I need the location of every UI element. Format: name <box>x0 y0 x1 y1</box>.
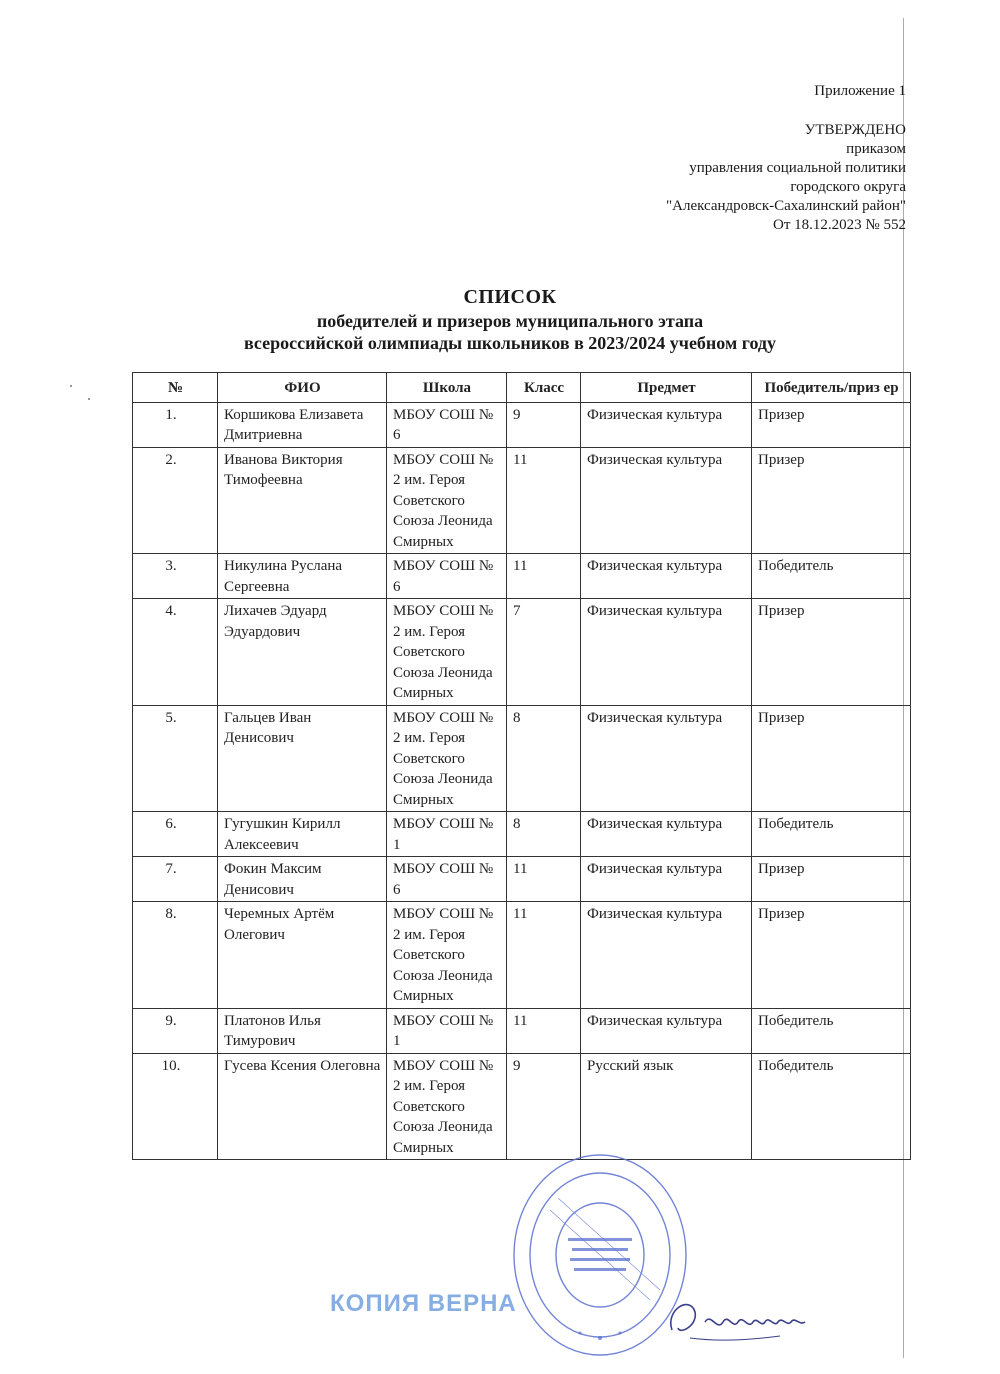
col-header-subject: Предмет <box>581 373 752 403</box>
col-header-result: Победитель/приз ер <box>752 373 911 403</box>
appendix-label: Приложение 1 <box>814 83 906 99</box>
cell-name: Гальцев Иван Денисович <box>218 705 387 812</box>
scan-speck <box>70 385 72 387</box>
cell-grade: 8 <box>507 705 581 812</box>
cell-name: Гусева Ксения Олеговна <box>218 1053 387 1160</box>
col-header-name: ФИО <box>218 373 387 403</box>
approved-label: УТВЕРЖДЕНО <box>804 122 906 138</box>
table-row <box>133 447 911 554</box>
cell-result: Победитель <box>752 554 911 599</box>
cell-number: 5. <box>133 705 218 812</box>
cell-number: 7. <box>133 857 218 902</box>
order-line: От 18.12.2023 № 552 <box>773 217 906 233</box>
title-main: СПИСОК <box>463 286 557 308</box>
cell-result: Победитель <box>752 1008 911 1053</box>
cell-name: Платонов Илья Тимурович <box>218 1008 387 1053</box>
table-header-row <box>133 373 911 403</box>
winners-table <box>132 372 911 1160</box>
cell-number: 4. <box>133 599 218 706</box>
col-header-number: № <box>133 373 218 403</box>
cell-number: 9. <box>133 1008 218 1053</box>
cell-school: МБОУ СОШ № 1 <box>387 812 507 857</box>
cell-school: МБОУ СОШ № 2 им. Героя Советского Союза Леонида Смирных <box>387 705 507 812</box>
cell-grade: 7 <box>507 599 581 706</box>
col-header-school: Школа <box>387 373 507 403</box>
order-line: "Александровск-Сахалинский район" <box>666 198 906 214</box>
cell-subject: Физическая культура <box>581 902 752 1009</box>
cell-grade: 9 <box>507 402 581 447</box>
order-line: управления социальной политики <box>689 160 906 176</box>
cell-name: Иванова Виктория Тимофеевна <box>218 447 387 554</box>
title-line: победителей и призеров муниципального этапа <box>316 311 704 331</box>
cell-result: Призер <box>752 447 911 554</box>
cell-result: Призер <box>752 902 911 1009</box>
approval-header <box>666 82 906 235</box>
cell-subject: Физическая культура <box>581 857 752 902</box>
table-row <box>133 902 911 1009</box>
handwritten-signature <box>660 1290 850 1350</box>
cell-school: МБОУ СОШ № 6 <box>387 554 507 599</box>
cell-school: МБОУ СОШ № 2 им. Героя Советского Союза Леонида Смирных <box>387 1053 507 1160</box>
cell-name: Гугушкин Кирилл Алексеевич <box>218 812 387 857</box>
cell-grade: 8 <box>507 812 581 857</box>
cell-result: Призер <box>752 402 911 447</box>
cell-school: МБОУ СОШ № 2 им. Героя Советского Союза Леонида Смирных <box>387 902 507 1009</box>
table-row <box>133 554 911 599</box>
cell-number: 3. <box>133 554 218 599</box>
cell-grade: 11 <box>507 554 581 599</box>
cell-name: Фокин Максим Денисович <box>218 857 387 902</box>
cell-number: 8. <box>133 902 218 1009</box>
cell-grade: 9 <box>507 1053 581 1160</box>
cell-number: 6. <box>133 812 218 857</box>
scan-speck <box>88 398 90 400</box>
cell-result: Победитель <box>752 1053 911 1160</box>
cell-grade: 11 <box>507 447 581 554</box>
table-row <box>133 402 911 447</box>
cell-result: Призер <box>752 599 911 706</box>
cell-school: МБОУ СОШ № 1 <box>387 1008 507 1053</box>
cell-school: МБОУ СОШ № 6 <box>387 857 507 902</box>
cell-subject: Физическая культура <box>581 447 752 554</box>
document-title <box>130 284 890 354</box>
cell-name: Коршикова Елизавета Дмитриевна <box>218 402 387 447</box>
cell-subject: Физическая культура <box>581 1008 752 1053</box>
cell-subject: Физическая культура <box>581 599 752 706</box>
cell-subject: Физическая культура <box>581 402 752 447</box>
cell-name: Черемных Артём Олегович <box>218 902 387 1009</box>
cell-subject: Физическая культура <box>581 554 752 599</box>
cell-result: Призер <box>752 857 911 902</box>
col-header-grade: Класс <box>507 373 581 403</box>
title-line: всероссийской олимпиады школьников в 2023/2024 учебном году <box>243 333 777 353</box>
order-line: городского округа <box>790 179 906 195</box>
copy-certified-mark: КОПИЯ ВЕРНА <box>330 1290 517 1317</box>
cell-subject: Физическая культура <box>581 812 752 857</box>
cell-grade: 11 <box>507 902 581 1009</box>
cell-school: МБОУ СОШ № 2 им. Героя Советского Союза Леонида Смирных <box>387 447 507 554</box>
cell-number: 1. <box>133 402 218 447</box>
table-row <box>133 1008 911 1053</box>
cell-grade: 11 <box>507 1008 581 1053</box>
cell-school: МБОУ СОШ № 6 <box>387 402 507 447</box>
table-row <box>133 857 911 902</box>
table-row <box>133 1053 911 1160</box>
cell-result: Победитель <box>752 812 911 857</box>
cell-name: Лихачев Эдуард Эдуардович <box>218 599 387 706</box>
cell-number: 10. <box>133 1053 218 1160</box>
cell-grade: 11 <box>507 857 581 902</box>
table-row <box>133 705 911 812</box>
cell-subject: Русский язык <box>581 1053 752 1160</box>
cell-subject: Физическая культура <box>581 705 752 812</box>
order-line: приказом <box>846 141 906 157</box>
table-row <box>133 599 911 706</box>
cell-result: Призер <box>752 705 911 812</box>
table-row <box>133 812 911 857</box>
cell-school: МБОУ СОШ № 2 им. Героя Советского Союза Леонида Смирных <box>387 599 507 706</box>
cell-name: Никулина Руслана Сергеевна <box>218 554 387 599</box>
cell-number: 2. <box>133 447 218 554</box>
